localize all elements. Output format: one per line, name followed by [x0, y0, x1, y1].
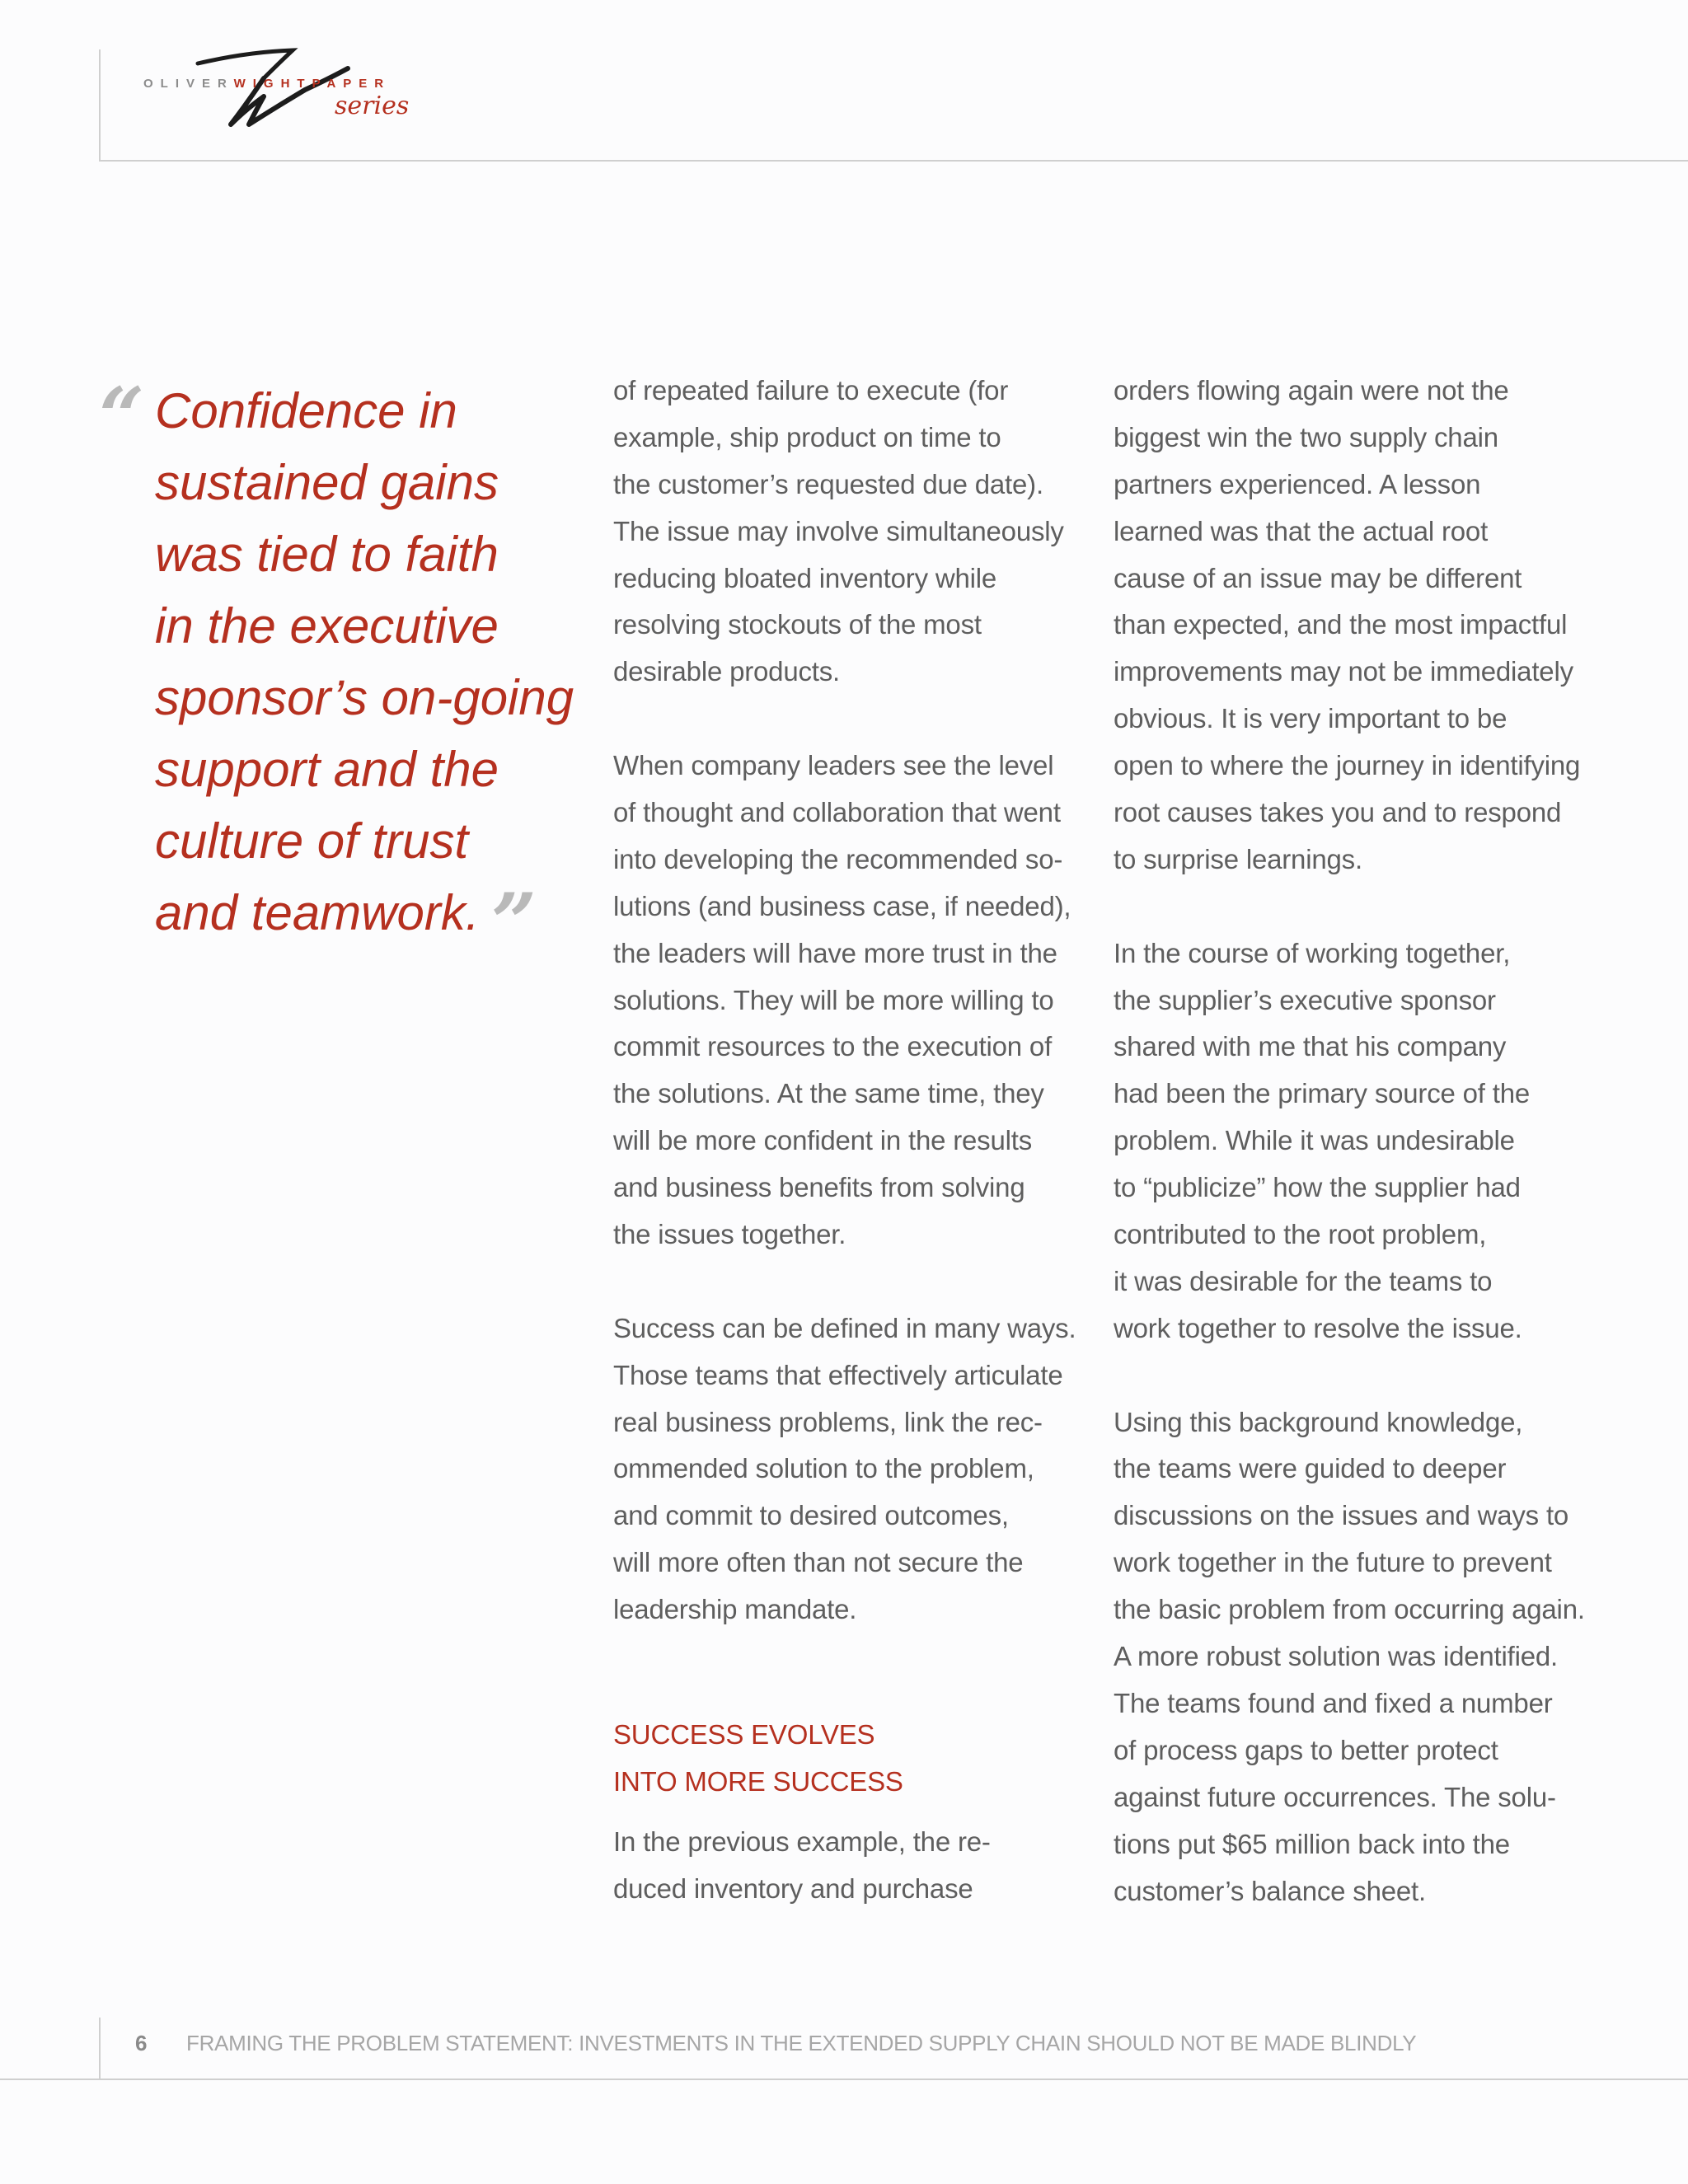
text-line: contributed to the root problem,	[1114, 1219, 1487, 1250]
heading-line: INTO MORE SUCCESS	[613, 1765, 903, 1797]
body-column-2	[1114, 368, 1625, 1915]
paragraph	[613, 1305, 1091, 1633]
text-line: real business problems, link the rec-	[613, 1406, 1043, 1437]
text-line: work together in the future to prevent	[1114, 1547, 1552, 1578]
text-line: the customer’s requested due date).	[613, 468, 1043, 499]
header-vertical-rule	[99, 49, 101, 161]
paragraph-gap	[613, 1258, 1091, 1305]
text-line: reducing bloated inventory while	[613, 562, 997, 593]
text-line: it was desirable for the teams to	[1114, 1265, 1493, 1296]
footer-horizontal-rule	[0, 2079, 1688, 2080]
pull-quote-line: culture of trust	[155, 813, 469, 869]
paragraph	[1114, 368, 1625, 883]
text-line: lutions (and business case, if needed),	[613, 890, 1071, 921]
text-line: In the course of working together,	[1114, 937, 1511, 968]
pull-quote-text	[155, 375, 600, 949]
paragraph-gap	[1114, 1352, 1625, 1399]
text-line: orders flowing again were not the	[1114, 375, 1509, 405]
logo-wightpaper: WIGHTPAPER	[233, 77, 392, 91]
footer-vertical-rule	[99, 2018, 101, 2080]
text-line: example, ship product on time to	[613, 421, 1001, 452]
heading-gap	[613, 1806, 1091, 1819]
text-line: the solutions. At the same time, they	[613, 1078, 1044, 1109]
open-quote-icon: “	[99, 370, 145, 463]
text-line: cause of an issue may be different	[1114, 562, 1522, 593]
pull-quote-line: was tied to faith	[155, 527, 499, 582]
text-line: solutions. They will be more willing to	[613, 984, 1054, 1015]
text-line: into developing the recommended so-	[613, 843, 1063, 874]
text-line: duced inventory and purchase	[613, 1872, 973, 1904]
heading-line: SUCCESS EVOLVES	[613, 1719, 875, 1750]
text-line: the leaders will have more trust in the	[613, 937, 1057, 968]
text-line: had been the primary source of the	[1114, 1078, 1531, 1109]
text-line: customer’s balance sheet.	[1114, 1875, 1426, 1906]
text-line: will be more confident in the results	[613, 1125, 1033, 1156]
text-line: desirable products.	[613, 656, 841, 687]
text-line: to surprise learnings.	[1114, 843, 1362, 874]
logo-wordmark	[143, 77, 391, 91]
pull-quote-line: and teamwork.	[155, 885, 480, 940]
text-line: open to where the journey in identifying	[1114, 750, 1581, 781]
oliver-wight-logo	[140, 45, 420, 144]
paragraph-gap	[1114, 883, 1625, 930]
text-line: Those teams that effectively articulate	[613, 1359, 1063, 1390]
text-line: biggest win the two supply chain	[1114, 421, 1498, 452]
pull-quote-line: Confidence in	[155, 383, 457, 438]
text-line: commit resources to the execution of	[613, 1031, 1053, 1062]
text-line: resolving stockouts of the most	[613, 609, 982, 640]
text-line: A more robust solution was identified.	[1114, 1641, 1559, 1672]
text-line: The issue may involve simultaneously	[613, 515, 1064, 546]
header-horizontal-rule	[99, 160, 1688, 162]
pull-quote-line: support and the	[155, 742, 499, 797]
text-line: tions put $65 million back into the	[1114, 1828, 1510, 1859]
text-line: When company leaders see the level	[613, 750, 1054, 781]
text-line: and commit to desired outcomes,	[613, 1500, 1009, 1531]
text-line: than expected, and the most impactful	[1114, 609, 1568, 640]
text-line: the issues together.	[613, 1219, 846, 1250]
text-line: against future occurrences. The solu-	[1114, 1781, 1556, 1812]
text-line: partners experienced. A lesson	[1114, 468, 1481, 499]
paragraph	[1114, 1399, 1625, 1915]
text-line: learned was that the actual root	[1114, 515, 1489, 546]
text-line: Success can be defined in many ways.	[613, 1312, 1076, 1343]
text-line: In the previous example, the re-	[613, 1825, 991, 1857]
paragraph	[613, 368, 1091, 696]
section-heading	[613, 1712, 1091, 1806]
text-line: to “publicize” how the supplier had	[1114, 1172, 1521, 1203]
text-line: discussions on the issues and ways to	[1114, 1500, 1569, 1531]
pull-quote-line: in the executive	[155, 598, 499, 654]
logo-oliver: OLIVER	[143, 77, 234, 91]
text-line: of repeated failure to execute (for	[613, 375, 1009, 405]
pull-quote-line: sponsor’s on-going	[155, 670, 574, 725]
text-line: of process gaps to better protect	[1114, 1734, 1498, 1765]
paragraph	[613, 743, 1091, 1258]
page-number: 6	[135, 2031, 148, 2055]
text-line: obvious. It is very important to be	[1114, 703, 1507, 734]
body-column-1	[613, 368, 1091, 1913]
text-line: the supplier’s executive sponsor	[1114, 984, 1496, 1015]
paragraph	[1114, 930, 1625, 1352]
text-line: leadership mandate.	[613, 1594, 857, 1625]
paragraph-gap	[613, 696, 1091, 743]
running-title: FRAMING THE PROBLEM STATEMENT: INVESTMENTS IN THE EXTENDED SUPPLY CHAIN SHOULD NOT BE MADE BLINDLY	[186, 2031, 1417, 2055]
logo-series: series	[335, 91, 410, 120]
close-quote-icon: ”	[491, 876, 537, 969]
text-line: the basic problem from occurring again.	[1114, 1594, 1585, 1625]
paragraph	[613, 1819, 1091, 1913]
text-line: root causes takes you and to respond	[1114, 797, 1562, 828]
text-line: of thought and collaboration that went	[613, 797, 1061, 828]
text-line: the teams were guided to deeper	[1114, 1453, 1507, 1484]
text-line: improvements may not be immediately	[1114, 656, 1573, 687]
text-line: and business benefits from solving	[613, 1172, 1025, 1203]
pull-quote-line: sustained gains	[155, 455, 499, 510]
text-line: Using this background knowledge,	[1114, 1406, 1523, 1437]
section-gap	[613, 1633, 1091, 1712]
pull-quote	[155, 375, 600, 949]
text-line: problem. While it was undesirable	[1114, 1125, 1515, 1156]
text-line: will more often than not secure the	[613, 1547, 1024, 1578]
text-line: shared with me that his company	[1114, 1031, 1507, 1062]
text-line: ommended solution to the problem,	[613, 1453, 1034, 1484]
text-line: The teams found and fixed a number	[1114, 1687, 1553, 1718]
text-line: work together to resolve the issue.	[1114, 1312, 1522, 1343]
